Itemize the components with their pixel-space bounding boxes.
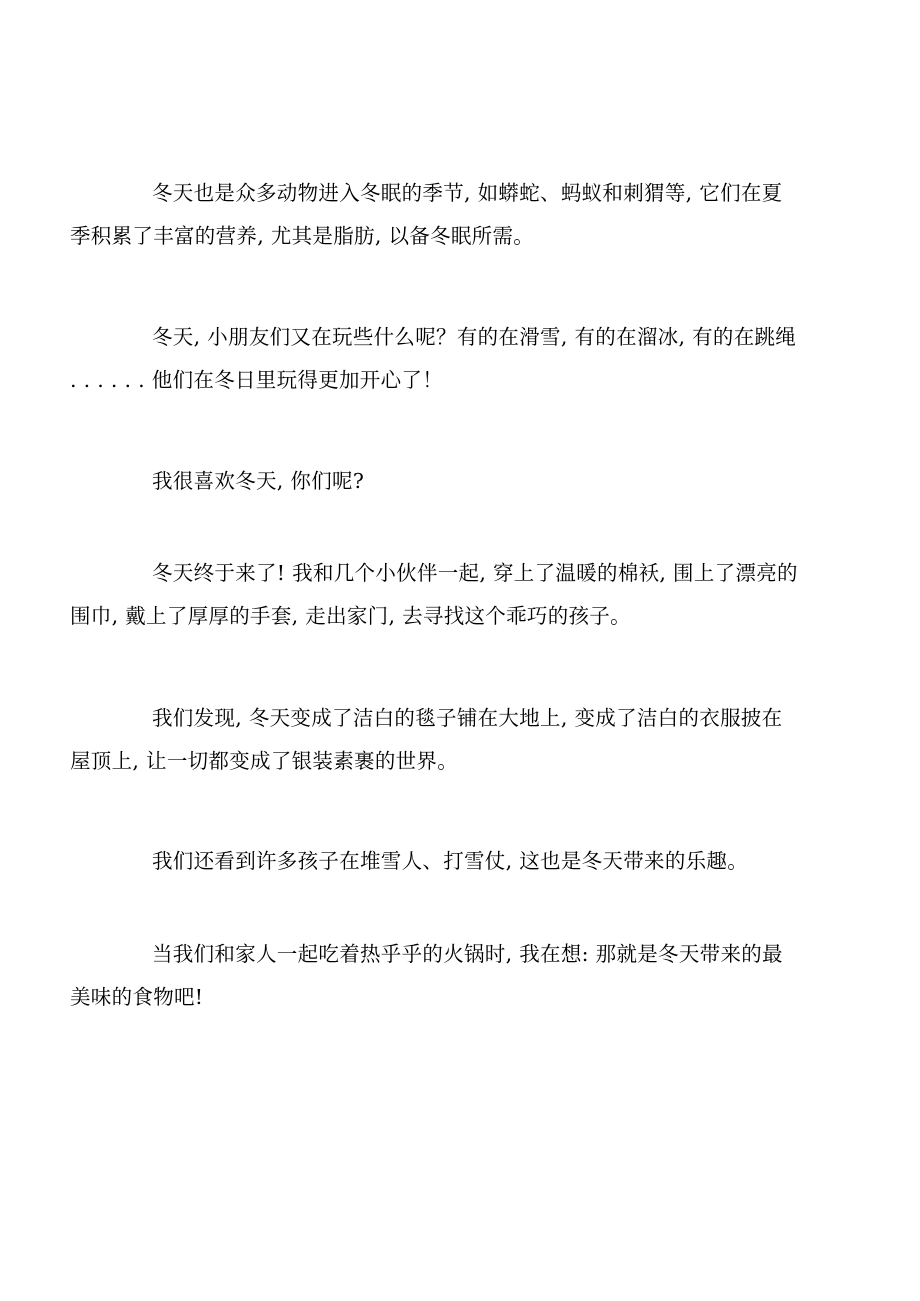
paragraph-line: 我们发现, 冬天变成了洁白的毯子铺在大地上, 变成了洁白的衣服披在 bbox=[152, 706, 783, 730]
paragraph-line: 冬天终于来了! 我和几个小伙伴一起, 穿上了温暖的棉袄, 围上了漂亮的 bbox=[152, 561, 798, 585]
paragraph-line: 屋顶上, 让一切都变成了银装素裹的世界。 bbox=[70, 749, 459, 773]
paragraph-line: 围巾, 戴上了厚厚的手套, 走出家门, 去寻找这个乖巧的孩子。 bbox=[70, 604, 631, 628]
paragraph-hibernation bbox=[70, 172, 811, 258]
paragraph-line: 冬天, 小朋友们又在玩些什么呢？有的在滑雪, 有的在溜冰, 有的在跳绳 bbox=[152, 325, 797, 349]
paragraph-children-play bbox=[70, 316, 811, 402]
paragraph-like-winter bbox=[111, 460, 811, 503]
paragraph-line: 我们还看到许多孩子在堆雪人、打雪仗, 这也是冬天带来的乐趣。 bbox=[152, 849, 749, 873]
paragraph-winter-arrives bbox=[70, 552, 811, 638]
paragraph-white-blanket bbox=[70, 697, 811, 783]
paragraph-hotpot bbox=[70, 933, 811, 1019]
paragraph-snowmen bbox=[111, 840, 811, 883]
paragraph-line: 季积累了丰富的营养, 尤其是脂肪, 以备冬眠所需。 bbox=[70, 224, 535, 248]
paragraph-line: 当我们和家人一起吃着热乎乎的火锅时, 我在想: 那就是冬天带来的最 bbox=[152, 942, 783, 966]
paragraph-line: 美味的食物吧! bbox=[70, 985, 204, 1009]
paragraph-line: . . . . . . 他们在冬日里玩得更加开心了！ bbox=[70, 368, 443, 392]
paragraph-line: 冬天也是众多动物进入冬眠的季节, 如蟒蛇、蚂蚁和刺猬等, 它们在夏 bbox=[152, 181, 783, 205]
paragraph-line: 我很喜欢冬天, 你们呢? bbox=[152, 469, 365, 493]
